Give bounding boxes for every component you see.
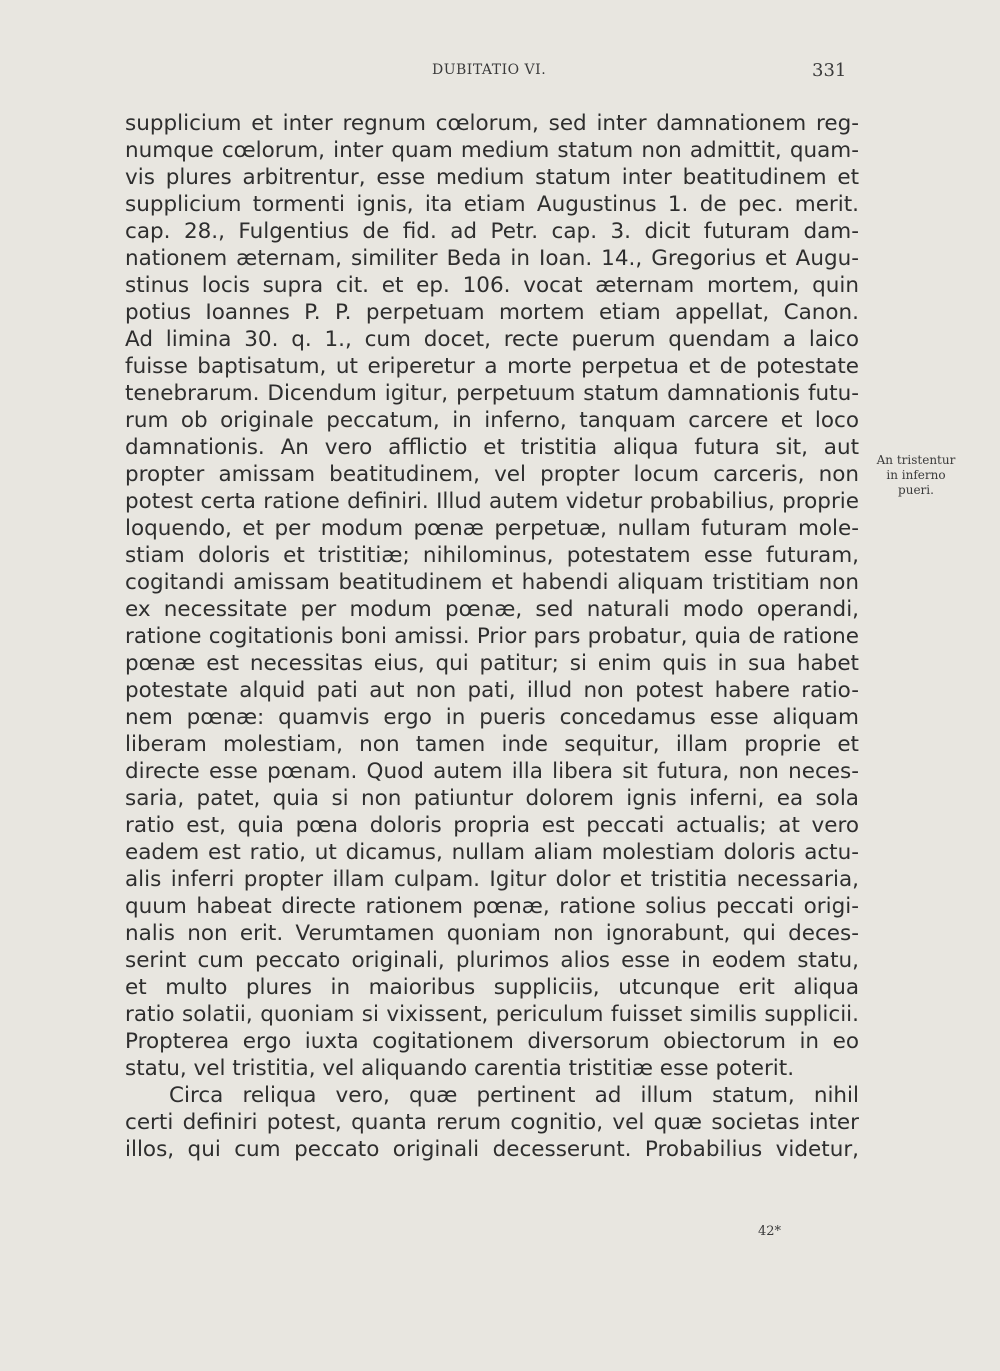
text-line: directe esse pœnam. Quod autem illa libera sit futura, non neces-	[125, 759, 859, 784]
marginal-note-line: in inferno	[886, 468, 946, 482]
text-line: nationem æternam, similiter Beda in Ioan. 14., Gregorius et Augu-	[125, 246, 859, 271]
text-line: potestate alquid pati aut non pati, illud non potest habere ratio-	[125, 678, 859, 703]
text-line: nem pœnæ: quamvis ergo in pueris concedamus esse aliquam	[125, 705, 859, 730]
text-line: illos, qui cum peccato originali decesserunt. Probabilius videtur,	[125, 1137, 859, 1162]
text-line: stiam doloris et tristitiæ; nihilominus, potestatem esse futuram,	[125, 543, 859, 568]
text-line: vis plures arbitrentur, esse medium statum inter beatitudinem et	[125, 165, 859, 190]
text-line: cap. 28., Fulgentius de fid. ad Petr. cap. 3. dicit futuram dam-	[125, 219, 859, 244]
text-line: alis inferri propter illam culpam. Igitur dolor et tristitia necessaria,	[125, 867, 859, 892]
signature-mark: 42*	[758, 1224, 782, 1239]
text-line: ratio solatii, quoniam si vixissent, periculum fuisset similis supplicii.	[125, 1002, 859, 1027]
text-line: loquendo, et per modum pœnæ perpetuæ, nullam futuram mole-	[125, 516, 859, 541]
marginal-note-line: An tristentur	[876, 453, 956, 467]
text-line: supplicium tormenti ignis, ita etiam Augustinus 1. de pec. merit.	[125, 192, 859, 217]
text-line: stinus locis supra cit. et ep. 106. vocat æternam mortem, quin	[125, 273, 859, 298]
text-line: certi definiri potest, quanta rerum cognitio, vel quæ societas inter	[125, 1110, 859, 1135]
text-line: ratione cogitationis boni amissi. Prior pars probatur, quia de ratione	[125, 624, 859, 649]
text-line: potius Ioannes P. P. perpetuam mortem etiam appellat, Canon.	[125, 300, 859, 325]
text-line: ratio est, quia pœna doloris propria est peccati actualis; at vero	[125, 813, 859, 838]
text-line: supplicium et inter regnum cœlorum, sed inter damnationem reg-	[125, 111, 859, 136]
text-line: propter amissam beatitudinem, vel propter locum carceris, non	[125, 462, 859, 487]
text-line: pœnæ est necessitas eius, qui patitur; si enim quis in sua habet	[125, 651, 859, 676]
text-line: liberam molestiam, non tamen inde sequitur, illam proprie et	[125, 732, 859, 757]
text-line: numque cœlorum, inter quam medium statum non admittit, quam-	[125, 138, 859, 163]
marginal-note-line: pueri.	[898, 483, 934, 497]
text-line: nalis non erit. Verumtamen quoniam non ignorabunt, qui deces-	[125, 921, 859, 946]
text-line: quum habeat directe rationem pœnæ, ratione solius peccati origi-	[125, 894, 859, 919]
text-line: tenebrarum. Dicendum igitur, perpetuum statum damnationis futu-	[125, 381, 859, 406]
text-line: statu, vel tristitia, vel aliquando carentia tristitiæ esse poterit.	[125, 1056, 795, 1081]
text-line: damnationis. An vero afflictio et tristitia aliqua futura sit, aut	[125, 435, 859, 460]
text-line: ex necessitate per modum pœnæ, sed naturali modo operandi,	[125, 597, 859, 622]
text-line: serint cum peccato originali, plurimos alios esse in eodem statu,	[125, 948, 859, 973]
text-line: eadem est ratio, ut dicamus, nullam aliam molestiam doloris actu-	[125, 840, 859, 865]
body-text	[125, 110, 859, 1163]
text-line: Ad limina 30. q. 1., cum docet, recte puerum quendam a laico	[125, 327, 859, 352]
text-line: Propterea ergo iuxta cogitationem diversorum obiectorum in eo	[125, 1029, 859, 1054]
page-number: 331	[812, 60, 847, 81]
page-header	[0, 60, 1000, 90]
text-line: potest certa ratione definiri. Illud autem videtur probabilius, proprie	[125, 489, 859, 514]
marginal-note	[866, 453, 966, 498]
text-line: Circa reliqua vero, quæ pertinent ad illum statum, nihil	[169, 1083, 859, 1108]
text-line: fuisse baptisatum, ut eriperetur a morte perpetua et de potestate	[125, 354, 859, 379]
running-title: DUBITATIO VI.	[432, 62, 547, 78]
text-line: cogitandi amissam beatitudinem et habendi aliquam tristitiam non	[125, 570, 859, 595]
text-line: rum ob originale peccatum, in inferno, tanquam carcere et loco	[125, 408, 859, 433]
text-line: saria, patet, quia si non patiuntur dolorem ignis inferni, ea sola	[125, 786, 859, 811]
text-line: et multo plures in maioribus suppliciis, utcunque erit aliqua	[125, 975, 859, 1000]
